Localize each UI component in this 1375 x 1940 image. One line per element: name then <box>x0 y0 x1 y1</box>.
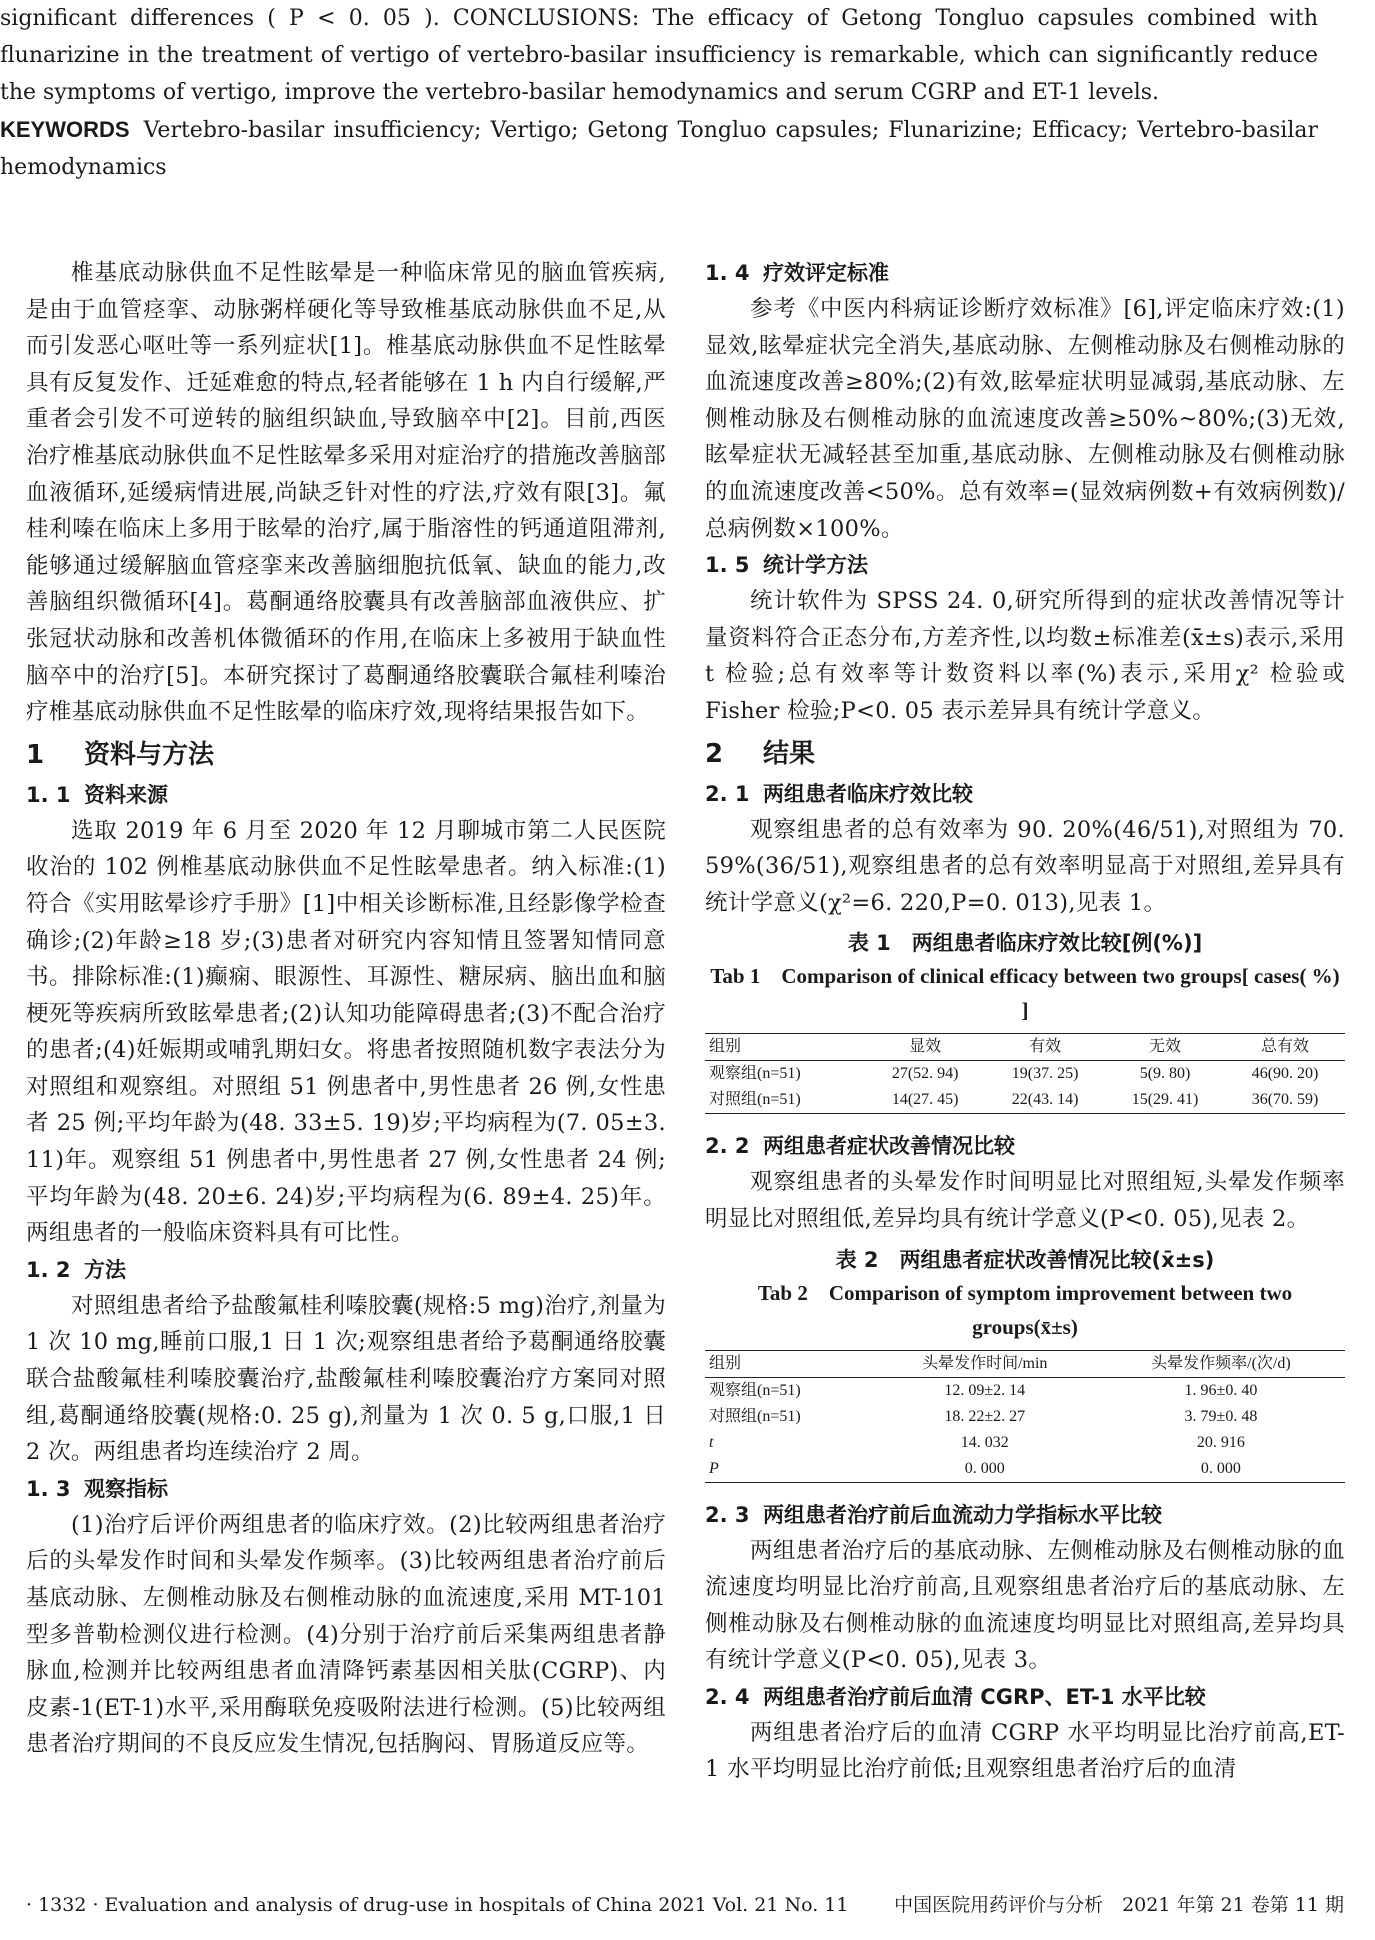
section-2-4-heading <box>705 1679 1345 1715</box>
table-cell: 观察组(n=51) <box>709 1065 801 1083</box>
table-row <box>705 1456 1345 1483</box>
table-2-title-en: Tab 2 Comparison of symptom improvement between two groups(x̄±s) <box>757 1280 1293 1339</box>
section-title: 两组患者治疗前后血清 CGRP、ET-1 水平比较 <box>763 1684 1206 1709</box>
table-header-cell: 组别 <box>709 1354 742 1372</box>
section-2-1-text: 观察组患者的总有效率为 90. 20%(46/51),对照组为 70. 59%(36/51),观察组患者的总有效率明显高于对照组,差异具有统计学意义(χ²=6. 220,P=0. 013),见表 1。 <box>705 816 1345 916</box>
footer-journal-cn: 中国医院用药评价与分析 2021 年第 21 卷第 11 期 <box>894 1894 1344 1916</box>
section-1-heading <box>26 735 666 775</box>
table-cell: 46(90. 20) <box>1251 1065 1319 1083</box>
section-title: 资料来源 <box>84 782 168 807</box>
table-cell: 对照组(n=51) <box>709 1407 801 1425</box>
table-1 <box>705 1033 1345 1114</box>
section-number: 2. 3 <box>705 1502 750 1527</box>
section-2-2-text: 观察组患者的头晕发作时间明显比对照组短,头晕发作频率明显比对照组低,差异均具有统计学意义(P<0. 05),见表 2。 <box>705 1169 1345 1232</box>
table-header-cell: 总有效 <box>1261 1038 1310 1056</box>
section-number: 1. 3 <box>26 1476 71 1501</box>
table-cell: 15(29. 41) <box>1131 1091 1199 1109</box>
section-number: 1. 1 <box>26 782 71 807</box>
section-title: 资料与方法 <box>84 739 215 770</box>
section-1-3-text: (1)治疗后评价两组患者的临床疗效。(2)比较两组患者治疗后的头晕发作时间和头晕发作频率。(3)比较两组患者治疗前后基底动脉、左侧椎动脉及右侧椎动脉的血流速度,采用 MT-101 型多普勒检测仪进行检测。(4)分别于治疗前后采集两组患者静脉血,检测并比较两组患者血清降钙素基因相关肽(CGRP)、内皮素-1(ET-1)水平,采用酶联免疫吸附法进行检测。(5)比较两组患者治疗期间的不良反应发生情况,包括胸闷、胃肠道反应等。 <box>26 1511 666 1758</box>
table-cell: 27(52. 94) <box>891 1065 959 1083</box>
section-number: 2. 4 <box>705 1684 750 1709</box>
table-row <box>705 1377 1345 1404</box>
section-2-1-heading <box>705 776 1345 812</box>
table-cell: 对照组(n=51) <box>709 1091 801 1109</box>
section-1-4-heading <box>705 255 1345 291</box>
section-1-4-text: 参考《中医内科病证诊断疗效标准》[6],评定临床疗效:(1)显效,眩晕症状完全消失,基底动脉、左侧椎动脉及右侧椎动脉的血流速度改善≥80%;(2)有效,眩晕症状明显减弱,基底动脉、左侧椎动脉及右侧椎动脉的血流速度改善≥50%~80%;(3)无效,眩晕症状无减轻甚至加重,基底动脉、左侧椎动脉及右侧椎动脉的血流速度改善<50%。总有效率=(显效病例数+有效病例数)/总病例数×100%。 <box>705 296 1345 542</box>
section-title: 观察指标 <box>84 1476 168 1501</box>
section-1-1-heading <box>26 777 666 813</box>
section-number: 1. 4 <box>705 261 750 285</box>
table-cell: 14(27. 45) <box>891 1091 959 1109</box>
table-row <box>705 1404 1345 1430</box>
table-header-cell: 头晕发作时间/min <box>922 1354 1048 1372</box>
section-2-2-heading <box>705 1128 1345 1164</box>
table-header-cell: 无效 <box>1149 1038 1182 1056</box>
section-1-5-text: 统计软件为 SPSS 24. 0,研究所得到的症状改善情况等计量资料符合正态分布,方差齐性,以均数±标准差(x̄±s)表示,采用 t 检验;总有效率等计数资料以率(%)表示,采用χ² 检验或 Fisher 检验;P<0. 05 表示差异具有统计学意义。 <box>705 588 1345 724</box>
table-1-title-cn: 表 1 两组患者临床疗效比较[例(%)] <box>847 931 1203 956</box>
footer-journal-en: · 1332 · Evaluation and analysis of drug-use in hospitals of China 2021 Vol. 21 No. 11 <box>26 1894 849 1916</box>
table-header-cell: 组别 <box>709 1038 742 1056</box>
section-number: 1. 2 <box>26 1257 71 1282</box>
table-cell: P <box>709 1459 719 1477</box>
table-cell: 0. 000 <box>1200 1459 1241 1477</box>
section-title: 两组患者治疗前后血流动力学指标水平比较 <box>763 1502 1162 1527</box>
table-row <box>705 1430 1345 1456</box>
table-cell: 1. 96±0. 40 <box>1184 1381 1258 1399</box>
abstract-block <box>0 0 1318 186</box>
section-title: 统计学方法 <box>763 553 868 578</box>
section-1-2-heading <box>26 1252 666 1288</box>
section-2-3-text: 两组患者治疗后的基底动脉、左侧椎动脉及右侧椎动脉的血流速度均明显比治疗前高,且观察组患者治疗后的基底动脉、左侧椎动脉及右侧椎动脉的血流速度均明显比对照组高,差异均具有统计学意义(P<0. 05),见表 3。 <box>705 1537 1345 1674</box>
table-cell: 14. 032 <box>960 1433 1009 1451</box>
keywords-label: KEYWORDS <box>0 117 130 142</box>
table-cell: 36(70. 59) <box>1251 1091 1319 1109</box>
table-cell: 19(37. 25) <box>1011 1065 1079 1083</box>
table-header-cell: 显效 <box>909 1038 942 1056</box>
table-row <box>705 1087 1345 1114</box>
table-header-row <box>705 1034 1345 1061</box>
left-column <box>26 255 666 1763</box>
section-number: 1 <box>26 739 45 770</box>
section-title: 疗效评定标准 <box>763 261 889 285</box>
section-1-2-text: 对照组患者给予盐酸氟桂利嗪胶囊(规格:5 mg)治疗,剂量为 1 次 10 mg,睡前口服,1 日 1 次;观察组患者给予葛酮通络胶囊联合盐酸氟桂利嗪胶囊治疗,盐酸氟桂利嗪胶囊治疗方案同对照组,葛酮通络胶囊(规格:0. 25 g),剂量为 1 次 0. 5 g,口服,1 日 2 次。两组患者均连续治疗 2 周。 <box>26 1292 666 1466</box>
section-number: 2. 2 <box>705 1134 750 1159</box>
table-cell: 20. 916 <box>1196 1433 1245 1451</box>
section-title: 方法 <box>84 1257 126 1282</box>
section-number: 1. 5 <box>705 553 750 578</box>
table-header-cell: 头晕发作频率/(次/d) <box>1151 1354 1291 1372</box>
table-cell: 观察组(n=51) <box>709 1381 801 1399</box>
table-1-title-en: Tab 1 Comparison of clinical efficacy between two groups[ cases( %) ] <box>710 964 1340 1023</box>
section-title: 两组患者症状改善情况比较 <box>763 1134 1015 1159</box>
right-column <box>705 255 1345 1788</box>
section-title: 结果 <box>763 738 816 769</box>
table-cell: 0. 000 <box>964 1459 1005 1477</box>
abstract-conclusions: significant differences ( P < 0. 05 ). CONCLUSIONS: The efficacy of Getong Tongluo capsules combined with flunarizine in the treatment of vertigo of vertebro-basilar insufficiency is remarkable, which can significantly reduce the symptoms of vertigo, improve the vertebro-basilar hemodynamics and serum CGRP and ET-1 levels. <box>0 6 1318 105</box>
table-2 <box>705 1350 1345 1483</box>
table-cell: t <box>709 1433 714 1451</box>
table-cell: 5(9. 80) <box>1139 1065 1191 1083</box>
section-1-3-heading <box>26 1471 666 1507</box>
table-row <box>705 1061 1345 1088</box>
section-1-1-text: 选取 2019 年 6 月至 2020 年 12 月聊城市第二人民医院收治的 102 例椎基底动脉供血不足性眩晕患者。纳入标准:(1)符合《实用眩晕诊疗手册》[1]中相关诊断标准,且经影像学检查确诊;(2)年龄≥18 岁;(3)患者对研究内容知情且签署知情同意书。排除标准:(1)癫痫、眼源性、耳源性、糖尿病、脑出血和脑梗死等疾病所致眩晕患者;(2)认知功能障碍患者;(3)不配合治疗的患者;(4)妊娠期或哺乳期妇女。将患者按照随机数字表法分为对照组和观察组。对照组 51 例患者中,男性患者 26 例,女性患者 25 例;平均年龄为(48. 33±5. 19)岁;平均病程为(7. 05±3. 11)年。观察组 51 例患者中,男性患者 27 例,女性患者 24 例;平均年龄为(48. 20±6. 24)岁;平均病程为(6. 89±4. 25)年。两组患者的一般临床资料具有可比性。 <box>26 817 666 1247</box>
section-2-3-heading <box>705 1497 1345 1533</box>
section-2-4-text: 两组患者治疗后的血清 CGRP 水平均明显比治疗前高,ET-1 水平均明显比治疗前低;且观察组患者治疗后的血清 <box>705 1719 1345 1783</box>
section-number: 2 <box>705 738 724 769</box>
table-cell: 22(43. 14) <box>1011 1091 1079 1109</box>
keywords-text: Vertebro-basilar insufficiency; Vertigo; Getong Tongluo capsules; Flunarizine; Efficacy; Vertebro-basilar hemodynamics <box>0 118 1318 180</box>
intro-paragraph: 椎基底动脉供血不足性眩晕是一种临床常见的脑血管疾病,是由于血管痉挛、动脉粥样硬化等导致椎基底动脉供血不足,从而引发恶心呕吐等一系列症状[1]。椎基底动脉供血不足性眩晕具有反复发作、迁延难愈的特点,轻者能够在 1 h 内自行缓解,严重者会引发不可逆转的脑组织缺血,导致脑卒中[2]。目前,西医治疗椎基底动脉供血不足性眩晕多采用对症治疗的措施改善脑部血液循环,延缓病情进展,尚缺乏针对性的疗法,疗效有限[3]。氟桂利嗪在临床上多用于眩晕的治疗,属于脂溶性的钙通道阻滞剂,能够通过缓解脑血管痉挛来改善脑细胞抗低氧、缺血的能力,改善脑组织微循环[4]。葛酮通络胶囊具有改善脑部血液供应、扩张冠状动脉和改善机体微循环的作用,在临床上多被用于缺血性脑卒中的治疗[5]。本研究探讨了葛酮通络胶囊联合氟桂利嗪治疗椎基底动脉供血不足性眩晕的临床疗效,现将结果报告如下。 <box>26 260 666 726</box>
table-header-cell: 有效 <box>1029 1038 1062 1056</box>
section-2-heading <box>705 734 1345 774</box>
table-cell: 12. 09±2. 14 <box>944 1381 1026 1399</box>
table-header-row <box>705 1350 1345 1377</box>
table-cell: 3. 79±0. 48 <box>1184 1407 1258 1425</box>
section-number: 2. 1 <box>705 781 750 806</box>
section-title: 两组患者临床疗效比较 <box>763 781 973 806</box>
section-1-5-heading <box>705 547 1345 583</box>
table-cell: 18. 22±2. 27 <box>944 1407 1026 1425</box>
table-2-title-cn: 表 2 两组患者症状改善情况比较(x̄±s) <box>835 1247 1215 1272</box>
keywords-line <box>0 111 1318 186</box>
